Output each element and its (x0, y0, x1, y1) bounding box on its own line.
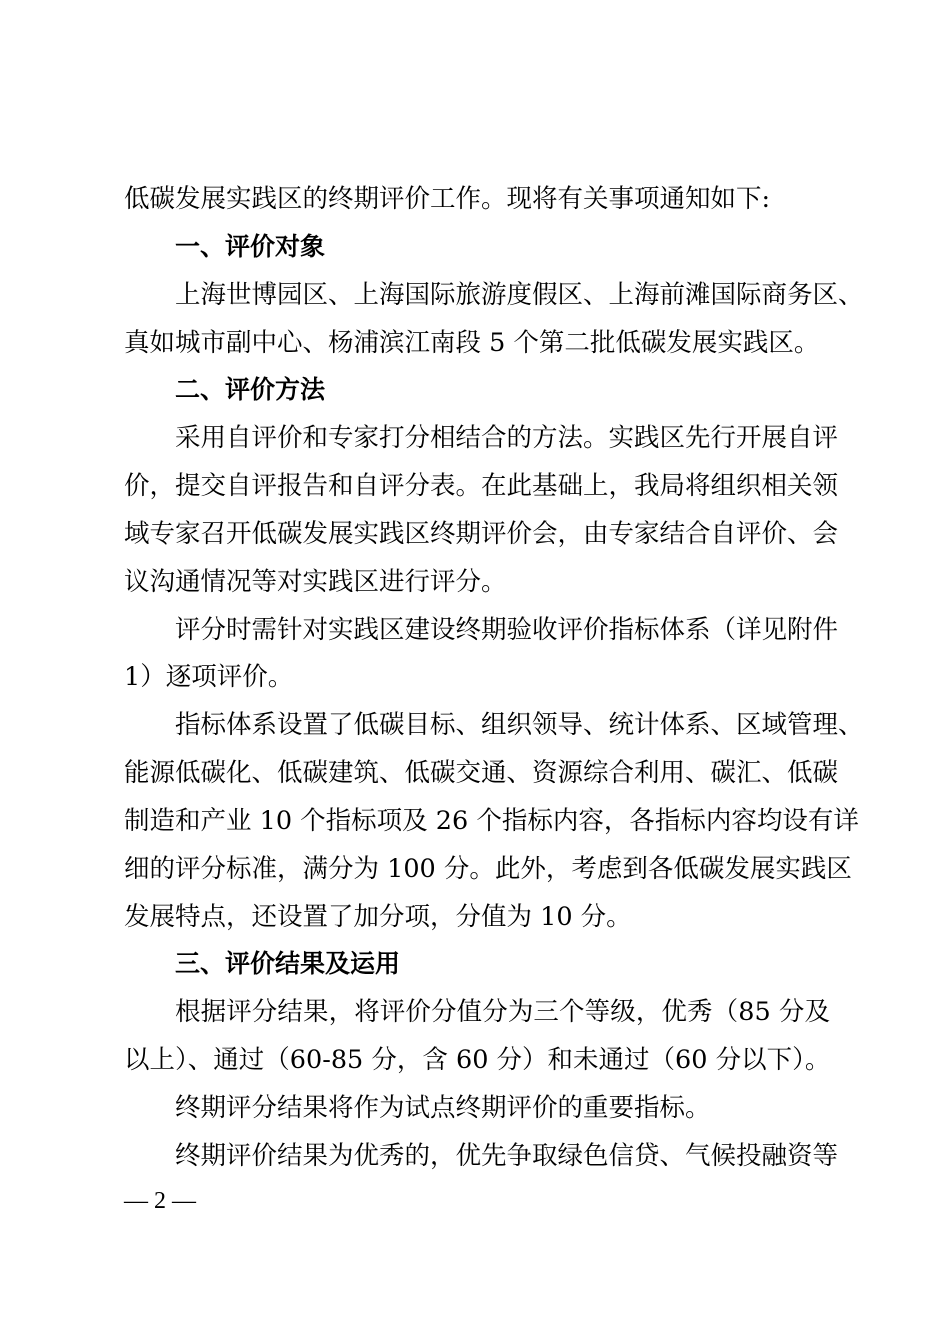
text-line: 终期评价结果为优秀的，优先争取绿色信贷、气候投融资等 (175, 1141, 839, 1171)
text-line: 细的评分标准，满分为 100 分。此外，考虑到各低碳发展实践区 (124, 854, 852, 884)
page-number: — 2 — (124, 1188, 196, 1214)
text-line: 根据评分结果，将评价分值分为三个等级，优秀（85 分及 (175, 997, 830, 1027)
text-line: 价，提交自评报告和自评分表。在此基础上，我局将组织相关领 (124, 471, 839, 501)
section-heading-results-and-use: 三、评价结果及运用 (175, 949, 401, 978)
text-line: 发展特点，还设置了加分项，分值为 10 分。 (124, 902, 632, 932)
text-line: 终期评分结果将作为试点终期评价的重要指标。 (175, 1093, 711, 1123)
text-line: 以上）、通过（60-85 分，含 60 分）和未通过（60 分以下）。 (124, 1045, 831, 1075)
text-line: 真如城市副中心、杨浦滨江南段 5 个第二批低碳发展实践区。 (124, 328, 820, 358)
text-line: 低碳发展实践区的终期评价工作。现将有关事项通知如下: (124, 184, 771, 214)
text-line: 域专家召开低碳发展实践区终期评价会，由专家结合自评价、会 (124, 519, 839, 549)
text-line: 1）逐项评价。 (124, 662, 294, 692)
text-line: 采用自评价和专家打分相结合的方法。实践区先行开展自评 (175, 423, 839, 453)
text-line: 议沟通情况等对实践区进行评分。 (124, 567, 507, 597)
section-heading-evaluation-targets: 一、评价对象 (175, 232, 326, 261)
text-line: 能源低碳化、低碳建筑、低碳交通、资源综合利用、碳汇、低碳 (124, 758, 839, 788)
section-heading-evaluation-method: 二、评价方法 (175, 375, 326, 404)
text-line: 指标体系设置了低碳目标、组织领导、统计体系、区域管理、 (175, 710, 864, 740)
text-line: 制造和产业 10 个指标项及 26 个指标内容，各指标内容均设有详 (124, 806, 859, 836)
text-line: 评分时需针对实践区建设终期验收评价指标体系（详见附件 (175, 615, 839, 645)
text-line: 上海世博园区、上海国际旅游度假区、上海前滩国际商务区、 (175, 280, 864, 310)
